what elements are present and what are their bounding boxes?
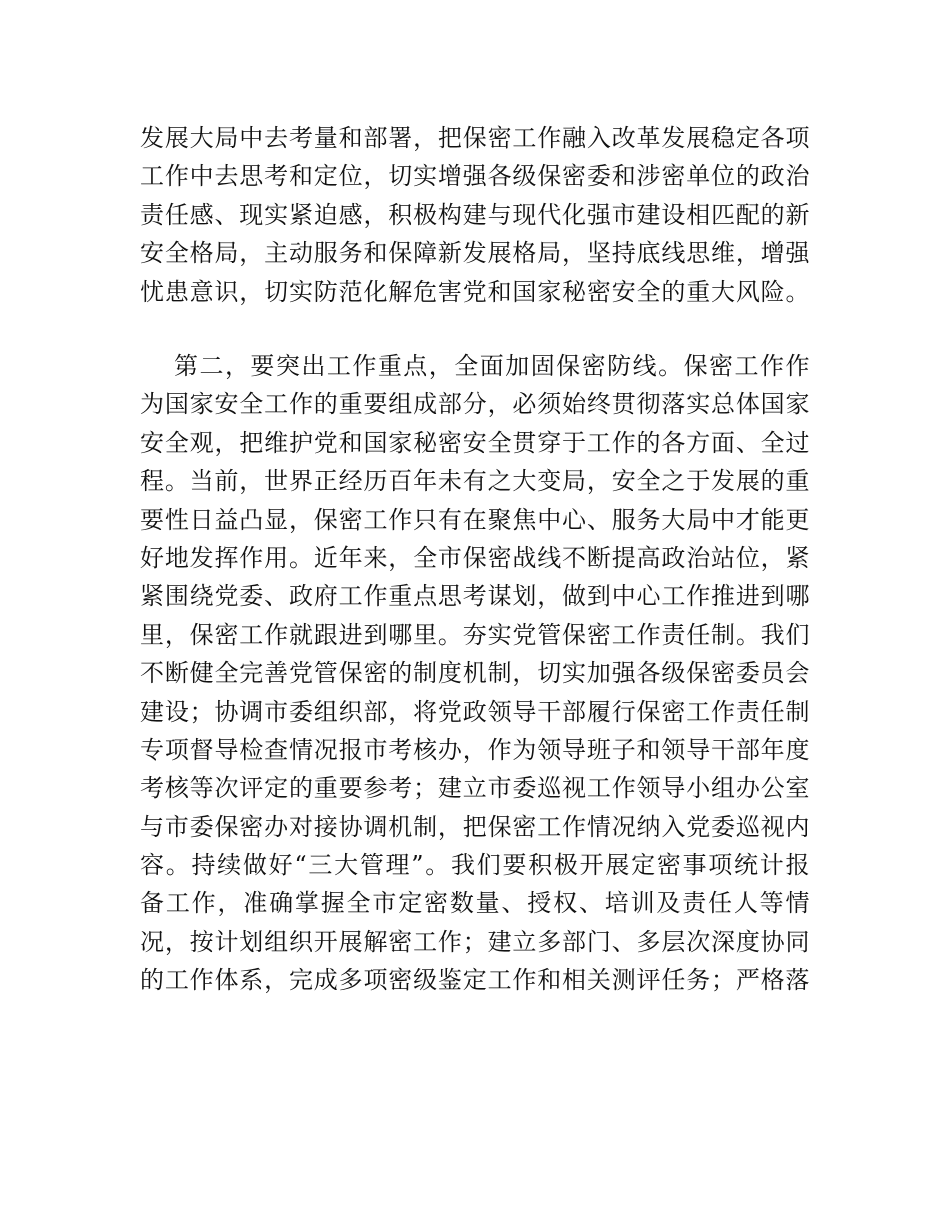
text-line: 要性日益凸显，保密工作只有在聚焦中心、服务大局中才能更 <box>140 505 810 534</box>
text-line: 安全观，把维护党和国家秘密安全贯穿于工作的各方面、全过 <box>140 428 810 457</box>
text-line: 与市委保密办对接协调机制，把保密工作情况纳入党委巡视内 <box>140 812 810 841</box>
text-line: 的工作体系，完成多项密级鉴定工作和相关测评任务；严格落 <box>140 966 810 995</box>
text-line: 考核等次评定的重要参考；建立市委巡视工作领导小组办公室 <box>140 774 810 803</box>
text-line-first: 第二，要突出工作重点，全面加固保密防线。保密工作作 <box>174 352 810 380</box>
text-line: 里，保密工作就跟进到哪里。夯实党管保密工作责任制。我们 <box>140 620 810 649</box>
text-line: 况，按计划组织开展解密工作；建立多部门、多层次深度协同 <box>140 927 810 956</box>
text-line: 责任感、现实紧迫感，积极构建与现代化强市建设相匹配的新 <box>140 200 810 229</box>
text-line: 安全格局，主动服务和保障新发展格局，坚持底线思维，增强 <box>140 239 810 268</box>
text-line: 不断健全完善党管保密的制度机制，切实加强各级保密委员会 <box>140 659 810 688</box>
text-line: 忧患意识，切实防范化解危害党和国家秘密安全的重大风险。 <box>140 277 810 306</box>
text-line: 为国家安全工作的重要组成部分，必须始终贯彻落实总体国家 <box>140 390 810 419</box>
text-line: 紧围绕党委、政府工作重点思考谋划，做到中心工作推进到哪 <box>140 582 810 611</box>
paragraph-2 <box>140 347 810 1000</box>
text-line: 程。当前，世界正经历百年未有之大变局，安全之于发展的重 <box>140 467 810 496</box>
text-line: 好地发挥作用。近年来，全市保密战线不断提高政治站位，紧 <box>140 543 810 572</box>
text-line: 容。持续做好“三大管理”。我们要积极开展定密事项统计报 <box>140 851 810 880</box>
text-line: 发展大局中去考量和部署，把保密工作融入改革发展稳定各项 <box>140 124 810 152</box>
text-line: 工作中去思考和定位，切实增强各级保密委和涉密单位的政治 <box>140 162 810 191</box>
text-line: 专项督导检查情况报市考核办，作为领导班子和领导干部年度 <box>140 735 810 764</box>
text-line: 建设；协调市委组织部，将党政领导干部履行保密工作责任制 <box>140 697 810 726</box>
text-line: 备工作，准确掌握全市定密数量、授权、培训及责任人等情 <box>140 889 810 918</box>
paragraph-1 <box>140 119 810 311</box>
